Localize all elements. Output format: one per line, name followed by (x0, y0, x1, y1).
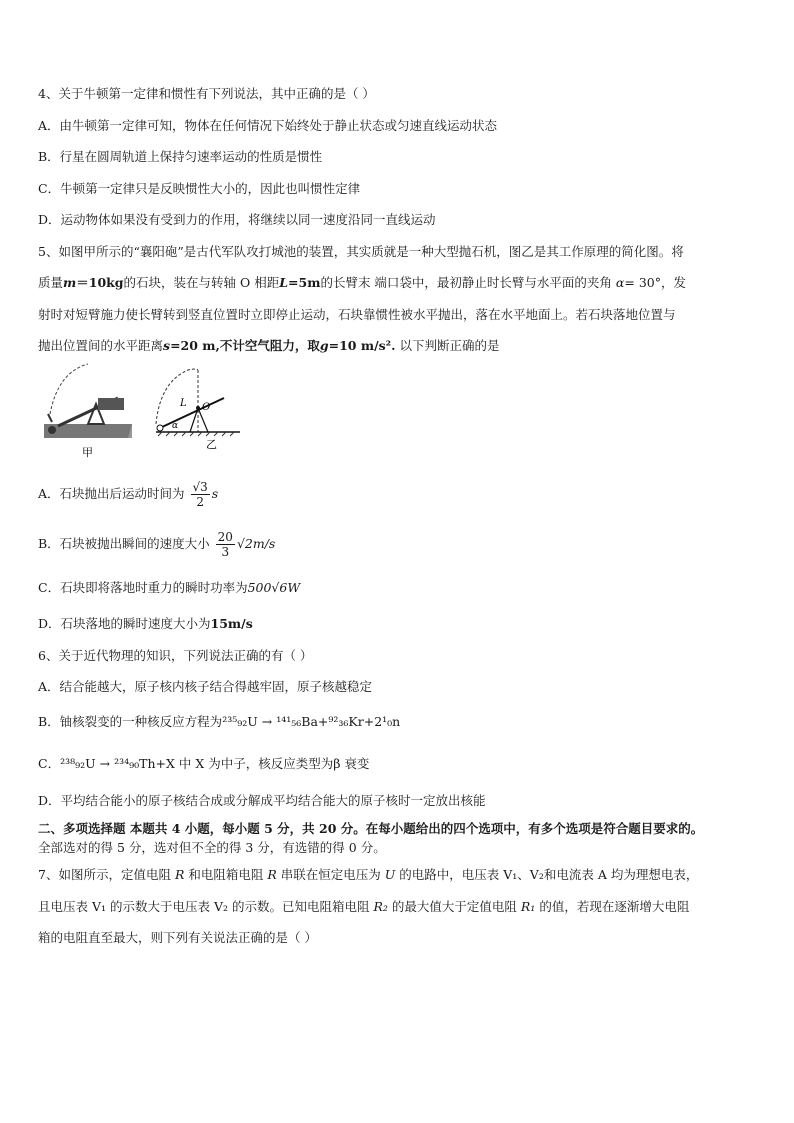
q4-option-c: C．牛顿第一定律只是反映惯性大小的，因此也叫惯性定律 (38, 181, 361, 196)
q5-option-b: B．石块被抛出瞬间的速度大小 $\frac{20}{3}$ √2m/s (38, 530, 276, 559)
label-alpha: α (172, 421, 179, 431)
label-yi: 乙 (206, 438, 217, 451)
q7-stem-line-3: 箱的电阻直至最大，则下列有关说法正确的是（ ） (38, 930, 317, 945)
q5-stem-line-1: 5、如图甲所示的“襄阳砲”是古代军队攻打城池的装置，其实质就是一种大型抛石机，图乙是其工作原理的简化图。将 (38, 244, 684, 259)
q4-option-a: A．由牛顿第一定律可知，物体在任何情况下始终处于静止状态或匀速直线运动状态 (38, 118, 498, 133)
q5-stem-line-2: 质量m＝10kg的石块，装在与转轴 O 相距L=5m的长臂末 端口袋中，最初静止时长臂与水平面的夹角 α= 30°，发 (38, 275, 686, 290)
q4-option-b: B．行星在圆周轨道上保持匀速率运动的性质是惯性 (38, 149, 323, 164)
q7-stem-line-2: 且电压表 V₁ 的示数大于电压表 V₂ 的示数。已知电阻箱电阻 R₂ 的最大值大于定值电阻 R₁ 的值，若现在逐渐增大电阻 (38, 899, 690, 914)
q5-option-d: D．石块落地的瞬时速度大小为15m/s (38, 616, 253, 631)
section-2-line-2: 全部选对的得 5 分，选对但不全的得 3 分，有选错的得 0 分。 (38, 840, 386, 855)
q6-c-equation: ²³⁸₉₂U → ²³⁴₉₀Th+X (60, 756, 175, 771)
trebuchet-diagram-yi (156, 369, 240, 451)
q5-b-fraction: $\frac{20}{3}$ (217, 530, 233, 559)
q5-option-c: C．石块即将落地时重力的瞬时功率为500√6W (38, 580, 301, 595)
q4-option-d: D．运动物体如果没有受到力的作用，将继续以同一速度沿同一直线运动 (38, 212, 436, 227)
q6-option-b: B．铀核裂变的一种核反应方程为²³⁵₉₂U → ¹⁴¹₅₆Ba+⁹²₃₆Kr+2¹₀n (38, 714, 401, 729)
q6-stem: 6、关于近代物理的知识，下列说法正确的有（ ） (38, 648, 313, 663)
q6-b-equation: ²³⁵₉₂U → ¹⁴¹₅₆Ba+⁹²₃₆Kr+2¹₀n (222, 714, 401, 729)
q5-option-a: A．石块抛出后运动时间为 $\frac{√3}{2}$ s (38, 480, 219, 509)
trebuchet-figure (38, 362, 248, 462)
label-L: L (180, 398, 187, 409)
q5-stem-line-3: 射时对短臂施力使长臂转到竖直位置时立即停止运动，石块靠惯性被水平抛出，落在水平地面上。若石块落地位置与 (38, 307, 676, 322)
q4-stem: 4、关于牛顿第一定律和惯性有下列说法，其中正确的是（ ） (38, 86, 375, 101)
q5-a-fraction: $\frac{√3}{2}$ (192, 480, 208, 509)
q6-option-a: A．结合能越大，原子核内核子结合得越牢固，原子核越稳定 (38, 679, 373, 694)
label-O: O (202, 402, 211, 413)
q7-stem-line-1: 7、如图所示，定值电阻 R 和电阻箱电阻 R 串联在恒定电压为 U 的电路中，电压表 V₁、V₂和电流表 A 均为理想电表， (38, 867, 699, 882)
q5-stem-line-4: 抛出位置间的水平距离s=20 m,不计空气阻力，取g=10 m/s². 以下判断正确的是 (38, 338, 500, 353)
q6-option-c: C．²³⁸₉₂U → ²³⁴₉₀Th+X 中 X 为中子，核反应类型为β 衰变 (38, 756, 370, 771)
trebuchet-picture-jia (44, 364, 132, 459)
trebuchet-diagram (38, 362, 248, 462)
q6-option-d: D．平均结合能小的原子核结合成或分解成平均结合能大的原子核时一定放出核能 (38, 793, 486, 808)
section-2-line-1: 二、多项选择题 本题共 4 小题，每小题 5 分，共 20 分。在每小题给出的四个选项中，有多个选项是符合题目要求的。 (38, 821, 704, 836)
label-jia: 甲 (82, 446, 93, 459)
